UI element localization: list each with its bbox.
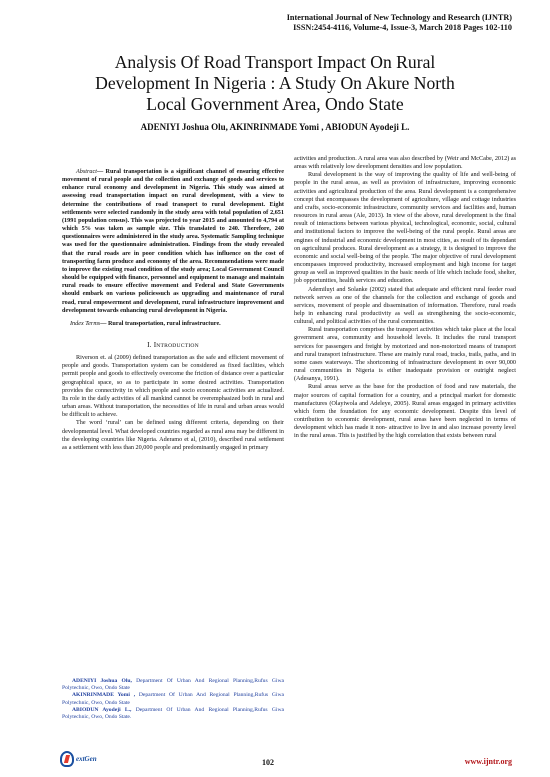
- title-line-3: Local Government Area, Ondo State: [146, 94, 404, 114]
- journal-header: [287, 13, 512, 33]
- abstract-label: Abstract: [76, 168, 97, 175]
- index-terms: [62, 320, 284, 328]
- body-paragraph: Rural development is the way of improving the quality of life and well-being of people in the rural areas, as well as provision of infrastructure, improving economic activities and agricultural production of the area. Rural development is a comprehensive concept that encompasses the development of agriculture, village and cottage industries and crafts, socio-economic infrastructure, community services and facilities and, human resources in rural areas (Ale, 2013). In view of the above, rural development is the final result of interactions between various physical, technological, economic, social, cultural and institutional factors to improve the well-being of the rural people. Rural areas are engines of industrial and economic development in most cities, as result of its dependant on agricultural produces. Rural development as a strategy, it is designed to improve the economic and social well-being of the people. The major objective of rural development encompasses improved productivity, increased employment and high income for target group as well as improved qualities in the basic needs of life which include food, shelter, job opportunities, health services and education.: [294, 171, 516, 285]
- affiliation-note: [62, 707, 284, 721]
- body-paragraph: Ademiluyi and Solanke (2002) stated that adequate and efficient rural feeder road network serves as one of the channels for the collection and exchange of goods and services, movement of people and dissemination of information. Therefore, rural roads help in enhancing rural productivity as well as strengthening the socio-economic, cultural, and political activities of the rural communities.: [294, 285, 516, 326]
- body-paragraph: Rural areas serve as the base for the production of food and raw materials, the major sources of capital formation for a country, and a principal market for domestic manufactures (Olayiwola and Adeleye, 2005). Rural areas engaged in primary activities which form the foundation for any economic development. Despite this level of contribution to economic development, rural areas have been neglected in terms of development which has made it non- attractive to live in and also increase poverty level in the rural areas. This is justified by the high correlation that exists between rural: [294, 383, 516, 440]
- journal-issn-line: ISSN:2454-4116, Volume-4, Issue-3, March 2018 Pages 102-110: [293, 23, 512, 32]
- intro-paragraph: The word ‘rural’ can be defined using different criteria, depending on their developmental level. What developed countries regarded as rural area may be different in the developing countries like Nigeria. Aderamo et al, (2010), described rural settlement as a settlement with less than 20,000 people and predominantly engaged in primary: [62, 419, 284, 451]
- publisher-logo: [60, 748, 102, 770]
- author-affiliations: [62, 678, 284, 721]
- intro-paragraph: Riverson et. al (2009) defined transportation as the safe and efficient movement of people and goods. Transportation system can be considered as fixed facilities, which permit people and goods to effectively overcome the friction of distance over a particular geographical space, so as to participate in some desired activities. Transportation provides the connectivity in which people and socio economic activities are actualized. Its role in the daily activities of all mankind cannot be overemphasized both in rural and urban areas. Without transportation, the necessities of life in rural and urban areas would be difficult to achieve.: [62, 354, 284, 419]
- title-line-1: Analysis Of Road Transport Impact On Rural: [114, 52, 436, 72]
- body-paragraph: activities and production. A rural area was also described by (Weir and McCabe, 2012) as areas with relatively low development densities and low population.: [294, 155, 516, 171]
- right-column: [294, 155, 516, 440]
- author-list: ADENIYI Joshua Olu, AKINRINMADE Yomi , ABIODUN Ayodeji L.: [140, 122, 410, 132]
- affiliation-text: Department Of Urban And Regional Planning,Rufus Giwa Polytechnic, Owo, Ondo State.: [62, 706, 284, 721]
- affiliation-name: ADENIYI Joshua Olu,: [72, 678, 132, 684]
- section-title-initial: I: [153, 340, 157, 349]
- title-line-2: Development In Nigeria : A Study On Akure North: [95, 73, 455, 93]
- affiliation-note: [62, 678, 284, 692]
- logo-n-icon: [60, 751, 74, 767]
- logo-text: extGen: [76, 755, 97, 763]
- body-paragraph: Rural transportation comprises the transport activities which take place at the local government area, community and household levels. It includes the rural transport services for passengers and freight by motorized and non-motorized means of transport and rural transport infrastructure. These are mainly rural road, tracks, trails, paths, and in some cases waterways. The shortcoming of infrastructure development in over 90,000 rural communities in Nigeria is either inadequate provision or outright neglect (Adesanya, 1991).: [294, 326, 516, 383]
- journal-website-link[interactable]: www.ijntr.org: [464, 757, 512, 766]
- affiliation-note: [62, 692, 284, 706]
- abstract-text: — Rural transportation is a significant channel of ensuring effective movement of rural people and the collection and exchange of goods and services to enhance rural economy and development in Nigeria. This study was aimed at assessing road transportation impact on rural development, with a view to determine the contributions of road transport to rural development. Eight settlements were selected randomly in the study area with total population of 2,651 (1991 population census). This was projected to year 2015 and amounted to 4,794 at which 5% was taken as sample size. This translated to 240. Therefore, 240 questionnaires were administered in the study area. Systematic Sampling technique was used for the questionnaire administration. Findings from the study revealed that the rural roads are in poor condition which has influence on the cost of transporting farm produce and economy of the area. Recommendations were made to improve the existing road condition of the study area; Local Government Council should be equipped with finance, personnel and equipment to manage and maintain rural roads to ensure effective movement and Federal and State Governments should embark on various policiessuch as upgrading and maintenance of rural road, rural empowerment and development, rural infrastructure improvement and development towards enhancing rural development in Nigeria.: [62, 168, 284, 314]
- index-terms-text: — Rural transportation, rural infrastructure.: [100, 319, 221, 327]
- left-column: [62, 168, 284, 452]
- affiliation-name: ABIODUN Ayodeji L.,: [72, 706, 132, 713]
- section-numeral: I.: [147, 340, 152, 349]
- affiliation-text: Department Of Urban And Regional Planning,Rufus Giwa Polytechnic, Owo, Ondo State: [62, 678, 284, 692]
- section-heading-introduction: [62, 341, 284, 350]
- abstract: [62, 168, 284, 315]
- page-number: 102: [262, 758, 274, 767]
- affiliation-name: AKINRINMADE Yomi ,: [72, 692, 136, 699]
- affiliation-text: Department Of Urban And Regional Planning,Rufus Giwa Polytechnic, Owo, Ondo State: [62, 692, 284, 706]
- journal-name: International Journal of New Technology and Research (IJNTR): [286, 13, 512, 22]
- index-terms-label: Index Terms: [70, 319, 101, 327]
- paper-title: [40, 52, 510, 115]
- section-title-rest: NTRODUCTION: [156, 342, 199, 349]
